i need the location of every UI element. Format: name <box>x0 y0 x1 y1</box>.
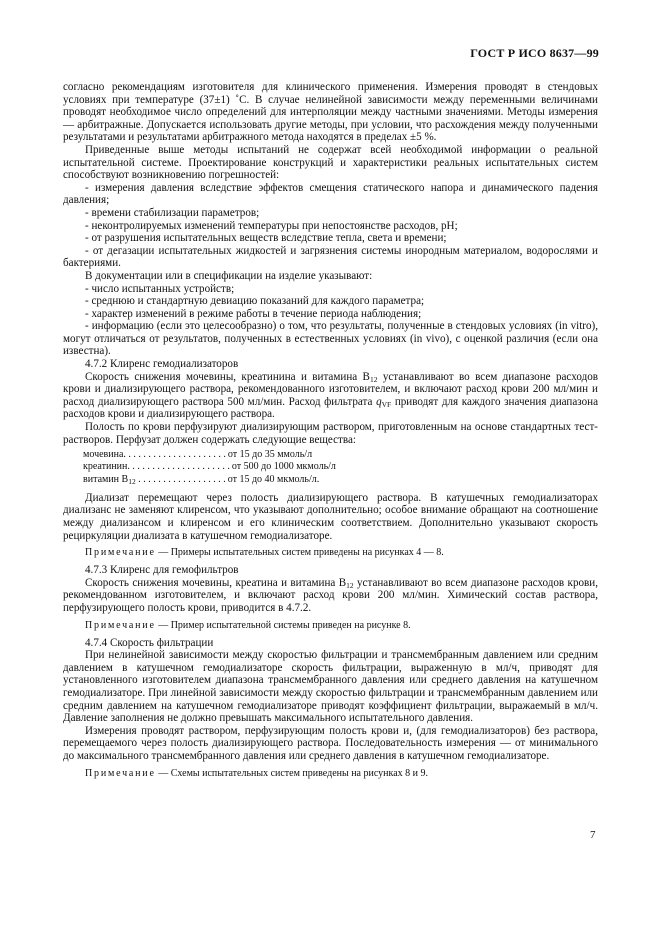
paragraph-clearance-hemofilters: Скорость снижения мочевины, креатина и витамина $B_{12}$ устанавливают во всем диапазоне расходов крови, рекомендованном изготовителем, и включают расход крови 200 мл/мин. Химический состав раствора, перфузирующего полость крови, приводится в 4.7.2. <box>63 576 598 614</box>
leader-dots: . . . . . . . . . . . . . . . . . . . . . <box>123 449 226 461</box>
section-title-4-7-2: 4.7.2 Клиренс гемодиализаторов <box>85 358 239 371</box>
paragraph-clearance-hemodialyzers: Скорость снижения мочевины, креатинина и витамина $B_{12}$ устанавливают во всем диапазоне расходов крови и диализирующего раствора, рекомендованного изготовителем, и включают расход крови 200 мл/мин и расход диализирующего раствора 500 мл/мин. Расход фильтрата $q_{VF}$ приводят для каждого значения диапазона расходов крови и диализирующего раствора. <box>63 370 598 421</box>
note-label: Примечание <box>85 619 156 631</box>
leader-dots: . . . . . . . . . . . . . . . . . . . . . <box>127 461 230 473</box>
leader-dots: . . . . . . . . . . . . . . . . . . <box>135 473 226 485</box>
list-item: - времени стабилизации параметров; <box>85 206 260 219</box>
note-label: Примечание <box>85 547 156 559</box>
note-label: Примечание <box>85 767 156 779</box>
section-title-4-7-4: 4.7.4 Скорость фильтрации <box>85 636 214 649</box>
substance-name: мочевина <box>83 449 124 461</box>
substance-name: креатинин <box>83 461 128 473</box>
paragraph-filtration-rate: При нелинейной зависимости между скоростью фильтрации и трансмембранным давлением или средним давлением в катушечном гемодиализаторе скорость фильтрации, выраженную в мл/ч, приводят для установленного изготовителем диапазона трансмембранного давления или среднего давления на катушечном гемодиализаторе. При линейной зависимости между скоростью фильтрации и трансмембранным давлением или средним давлением на катушечном гемодиализаторе приводят коэффициент фильтрации, выражаемый в мл/ч. Давление заполнения не должно превышать максимального испытательного давления. <box>63 649 598 725</box>
page-number: 7 <box>590 829 596 841</box>
note: Примечание — Пример испытательной системы приведен на рисунке 8. <box>85 619 411 631</box>
list-item: - от разрушения испытательных веществ вследствие тепла, света и времени; <box>85 232 447 245</box>
substance-name: витамин $B_{12}$ <box>83 473 136 486</box>
substance-row <box>83 474 598 486</box>
list-item: - характер изменений в режиме работы в течение периода наблюдения; <box>85 307 422 320</box>
substance-value: от 15 до 40 мкмоль/л. <box>227 473 320 485</box>
substance-value: от 15 до 35 ммоль/л <box>227 449 313 461</box>
paragraph-measurements: Измерения проводят раствором, перфузирующим полость крови и, (для гемодиализаторов) без раствора, перемещаемого через полость диализирующего раствора. Последовательность измерения — от минимального до максимального трансмембранного давления или среднего давления в катушечном гемодиализаторе. <box>63 724 598 762</box>
list-item: - информацию (если это целесообразно) о том, что результаты, полученные в стендовых условиях (in vitro), могут отличаться от результатов, полученных в естественных условиях (in vivo), с оценкой различия (если она известна). <box>63 320 598 358</box>
note: Примечание — Схемы испытательных систем приведены на рисунках 8 и 9. <box>85 767 429 779</box>
paragraph-dialysate: Диализат перемещают через полость диализирующего раствора. В катушечных гемодиализаторах диализанс не заменяют клиренсом, что указывают дополнительно; особое внимание обращают на соотношение между диализансом и клиренсом и его клиническим соответствием. Дополнительно указывают скорость рециркуляции диализата в катушечном гемодиализаторе. <box>63 491 598 542</box>
section-title-4-7-3: 4.7.3 Клиренс для гемофильтров <box>85 564 239 577</box>
paragraph-perfusion: Полость по крови перфузируют диализирующим раствором, приготовленным на основе стандартных тест-растворов. Перфузат должен содержать следующие вещества: <box>63 421 598 446</box>
standard-header: ГОСТ Р ИСО 8637—99 <box>470 46 599 60</box>
substance-value: от 500 до 1000 мкмоль/л <box>231 461 336 473</box>
list-item: - измерения давления вследствие эффектов смещения статического напора и динамического падения давления; <box>63 181 598 207</box>
substance-row <box>83 461 598 473</box>
substance-row <box>83 449 598 461</box>
page-body <box>63 81 598 785</box>
paragraph-limitations: Приведенные выше методы испытаний не содержат всей необходимой информации о реальной испытательной системе. Проектирование конструкций и характеристики реальных испытательных систем способствуют возникновению погрешностей: <box>63 143 598 182</box>
list-item: - число испытанных устройств; <box>85 282 235 295</box>
paragraph-documentation: В документации или в спецификации на изделие указывают: <box>85 269 373 282</box>
note: Примечание — Примеры испытательных систем приведены на рисунках 4 — 8. <box>85 547 444 559</box>
list-item: - неконтролируемых изменений температуры при непостоянстве расходов, pH; <box>85 219 458 232</box>
list-item: - от дегазации испытательных жидкостей и загрязнения системы инородным материалом, водорослями и бактериями. <box>63 244 598 270</box>
substance-list <box>83 449 598 486</box>
paragraph-methods: согласно рекомендациям изготовителя для клинического применения. Измерения проводят в стендовых условиях при температуре (37±1) ˚С. В случае нелинейной зависимости между переменными величинами проводят необходимое число определений для интерполяции между частными значениями. Методы измерения — арбитражные. Допускается использовать другие методы, при условии, что расхождения между полученными результатами и результатами арбитражного метода находятся в пределах ±5 %. <box>63 81 598 144</box>
list-item: - среднюю и стандартную девиацию показаний для каждого параметра; <box>85 295 425 308</box>
